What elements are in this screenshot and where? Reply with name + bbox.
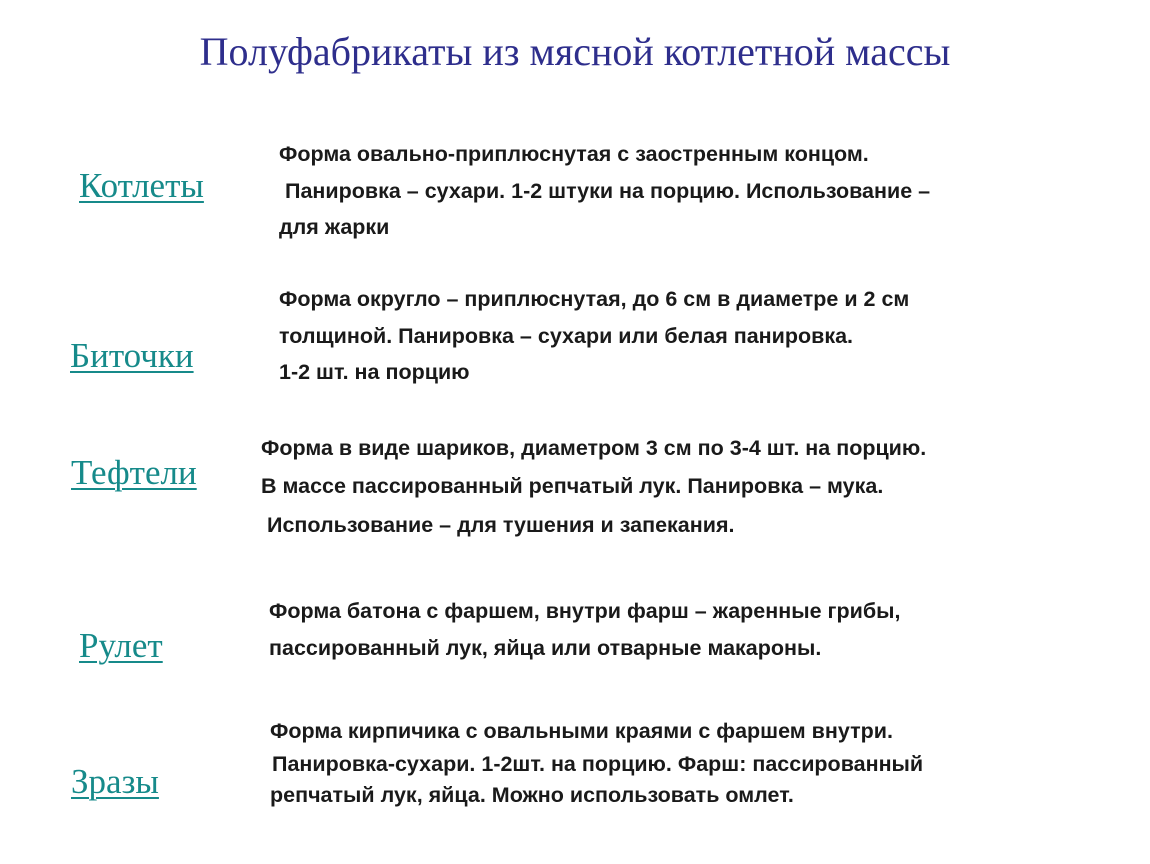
description-line: Форма кирпичика с овальными краями с фаршем внутри. (270, 719, 893, 743)
description-line: Форма округло – приплюснутая, до 6 см в диаметре и 2 см (279, 287, 910, 311)
description-line: для жарки (279, 215, 390, 239)
description-line: 1-2 шт. на порцию (279, 360, 470, 384)
link-zrazy[interactable]: Зразы (71, 762, 159, 801)
description-line: Использование – для тушения и запекания. (267, 513, 735, 537)
page-title: Полуфабрикаты из мясной котлетной массы (199, 29, 951, 74)
description-line: Форма в виде шариков, диаметром 3 см по 3-4 шт. на порцию. (261, 436, 927, 460)
description-line: Форма батона с фаршем, внутри фарш – жаренные грибы, (269, 599, 901, 623)
link-rulet[interactable]: Рулет (79, 626, 163, 665)
description-line: пассированный лук, яйца или отварные макароны. (269, 636, 822, 660)
description-line: толщиной. Панировка – сухари или белая панировка. (279, 324, 854, 348)
link-tefteli[interactable]: Тефтели (71, 453, 197, 492)
description-line: Панировка-сухари. 1-2шт. на порцию. Фарш: пассированный (272, 752, 924, 776)
description-line: репчатый лук, яйца. Можно использовать омлет. (270, 783, 794, 807)
link-kotlety[interactable]: Котлеты (79, 166, 204, 205)
description-line: Форма овально-приплюснутая с заостренным концом. (279, 142, 869, 166)
description-line: Панировка – сухари. 1-2 штуки на порцию. Использование – (285, 179, 931, 203)
description-line: В массе пассированный репчатый лук. Панировка – мука. (261, 474, 884, 498)
link-bitochki[interactable]: Биточки (70, 336, 194, 375)
